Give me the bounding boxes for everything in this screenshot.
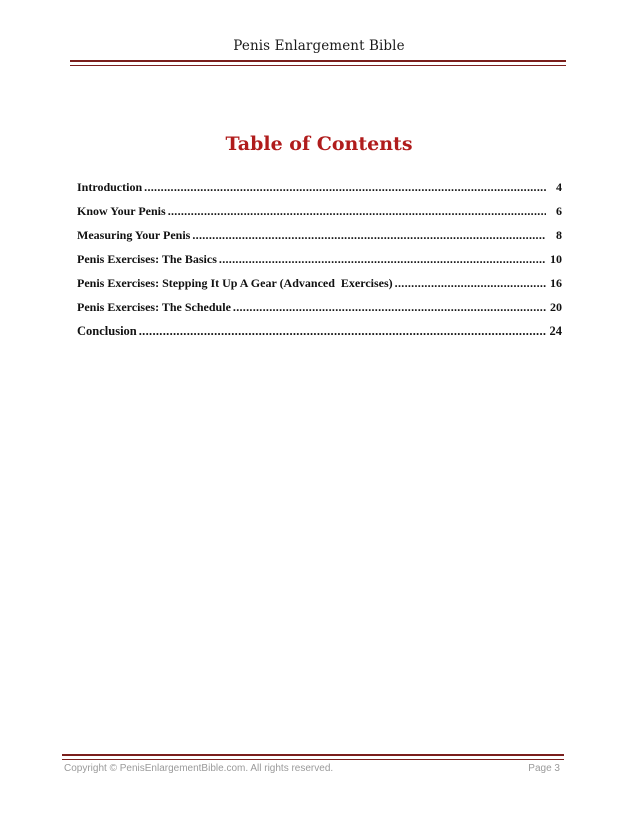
- footer-copyright: Copyright © PenisEnlargementBible.com. All rights reserved.: [64, 763, 334, 774]
- toc-entry-basics[interactable]: [77, 252, 562, 276]
- toc-entry-page: 10: [550, 252, 562, 266]
- toc-title: Table of Contents: [225, 133, 413, 155]
- toc-entry-advanced[interactable]: [77, 276, 562, 300]
- toc-dot-leader: [233, 300, 546, 315]
- header-rule: [70, 60, 566, 62]
- footer-page-number: Page 3: [528, 763, 560, 774]
- toc-entry-introduction[interactable]: [77, 180, 562, 204]
- running-header: Penis Enlargement Bible: [233, 38, 405, 54]
- toc-entry-know-your-penis[interactable]: [77, 204, 562, 228]
- toc-entry-measuring[interactable]: [77, 228, 562, 252]
- toc-entry-page: 4: [556, 180, 562, 194]
- toc-dot-leader: [395, 276, 546, 291]
- toc-entry-schedule[interactable]: [77, 300, 562, 324]
- footer-rule-thin: [62, 759, 564, 760]
- toc-entry-label: Know Your Penis: [77, 204, 166, 218]
- toc-entry-label: Conclusion: [77, 324, 137, 338]
- toc-entry-page: 24: [549, 324, 562, 338]
- header-rule-thin: [70, 65, 566, 66]
- toc-dot-leader: [168, 204, 546, 219]
- toc-entry-page: 20: [550, 300, 562, 314]
- toc-entry-label: Introduction: [77, 180, 143, 194]
- toc-entry-page: 8: [556, 228, 562, 242]
- toc-entry-label: Penis Exercises: The Basics: [77, 252, 217, 266]
- toc-entry-conclusion[interactable]: [77, 324, 562, 348]
- toc-entry-label: Measuring Your Penis: [77, 228, 191, 242]
- toc-dot-leader: [144, 180, 546, 195]
- toc-dot-leader: [139, 324, 546, 339]
- toc-dot-leader: [192, 228, 546, 243]
- toc-entry-label: Penis Exercises: The Schedule: [77, 300, 231, 314]
- footer-rule: [62, 754, 564, 756]
- toc-entry-page: 16: [550, 276, 562, 290]
- toc-dot-leader: [219, 252, 546, 267]
- toc-entry-label: Penis Exercises: Stepping It Up A Gear (Advanced Exercises): [77, 276, 393, 290]
- toc-entry-page: 6: [556, 204, 562, 218]
- toc-list: [77, 180, 562, 348]
